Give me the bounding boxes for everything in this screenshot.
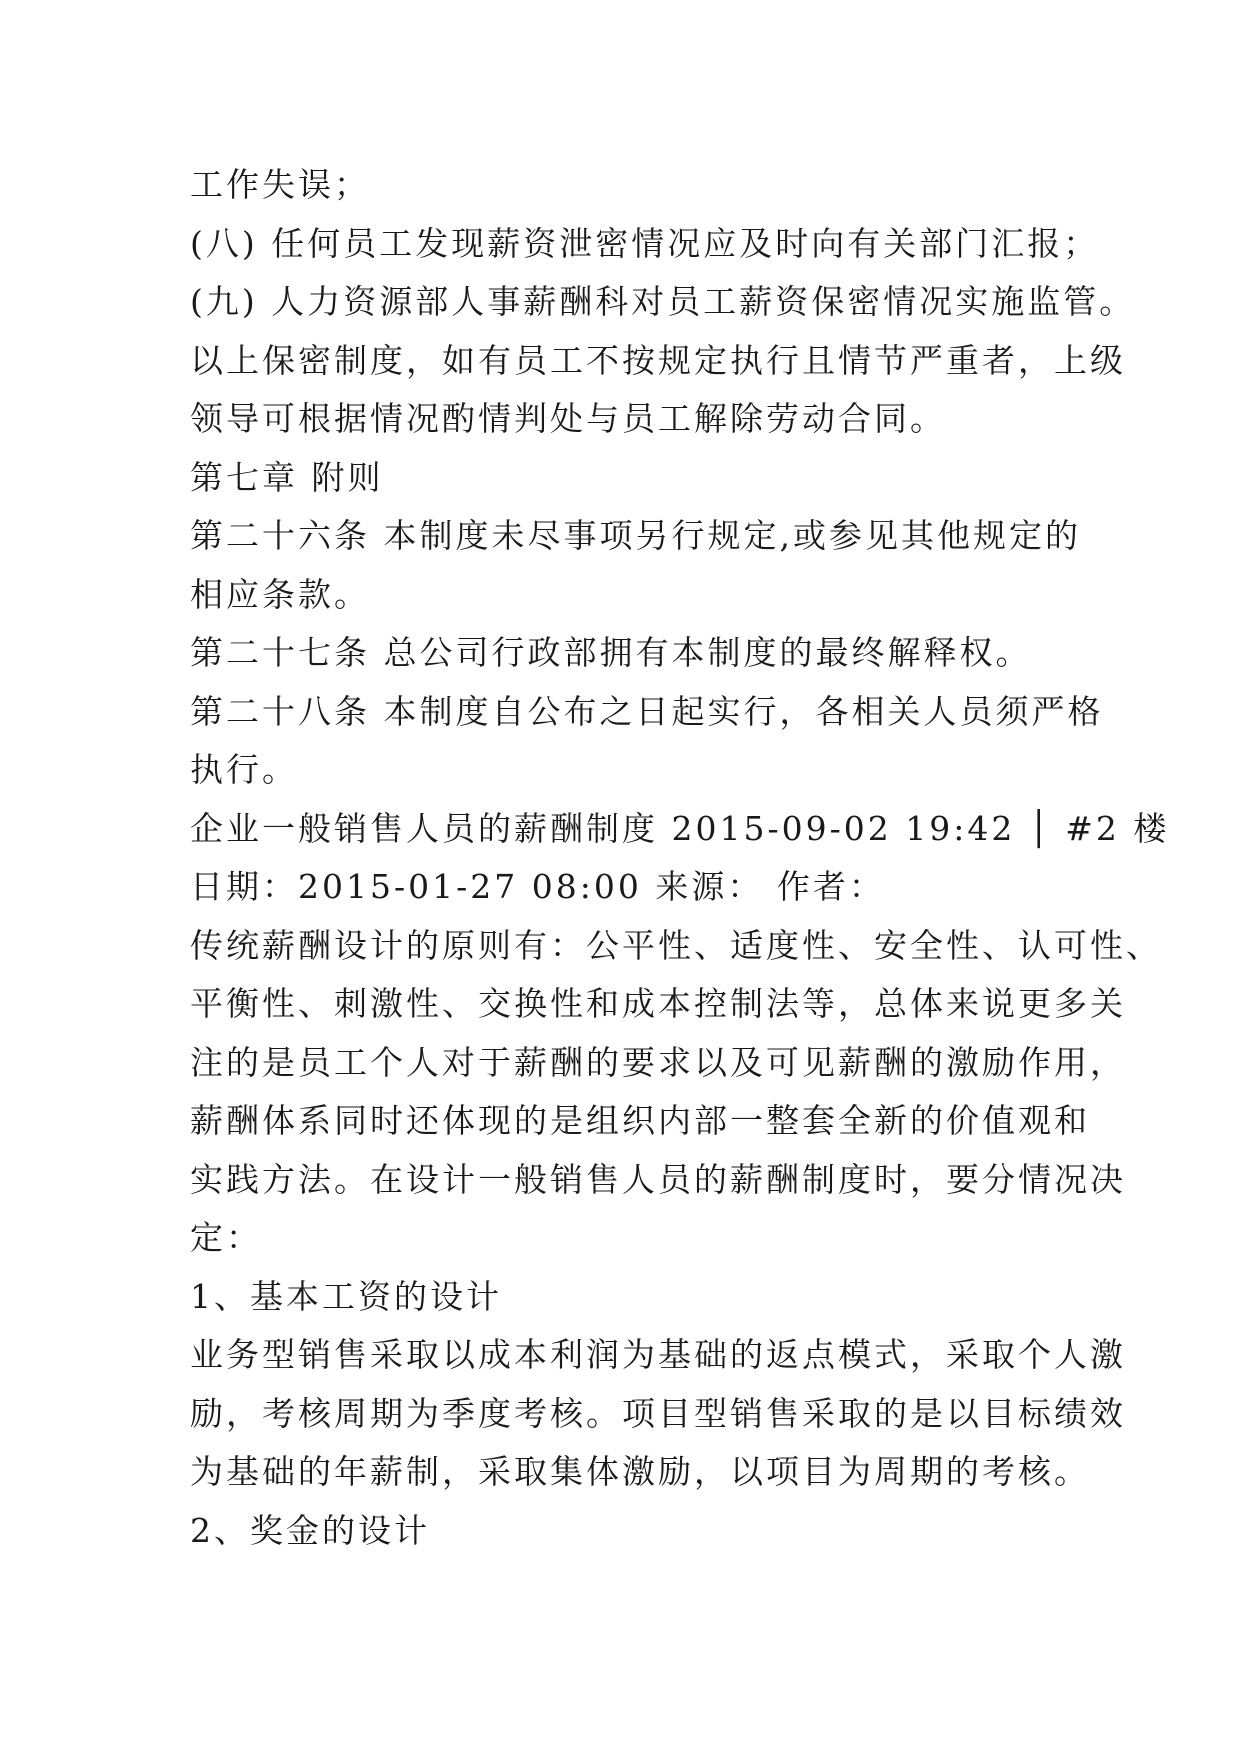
text-line: 相应条款。 <box>190 574 370 614</box>
text-line: 为基础的年薪制，采取集体激励，以项目为周期的考核。 <box>190 1452 1090 1491</box>
text-line: (九) 人力资源部人事薪酬科对员工薪资保密情况实施监管。 <box>190 282 1136 321</box>
text-line: 定： <box>190 1218 262 1257</box>
text-line: 第二十六条 本制度未尽事项另行规定,或参见其他规定的 <box>190 516 1081 555</box>
post-title: 企业一般销售人员的薪酬制度 2015-09-02 19:42 │ #2 楼 <box>190 808 1170 848</box>
chapter-heading: 第七章 附则 <box>190 457 384 497</box>
text-line: 平衡性、刺激性、交换性和成本控制法等，总体来说更多关 <box>190 984 1126 1023</box>
text-line: 工作失误； <box>190 165 370 204</box>
text-line: 注的是员工个人对于薪酬的要求以及可见薪酬的激励作用， <box>190 1042 1126 1082</box>
text-line: 传统薪酬设计的原则有：公平性、适度性、安全性、认可性、 <box>190 925 1162 965</box>
text-line: 第二十八条 本制度自公布之日起实行，各相关人员须严格 <box>190 691 1104 731</box>
section-heading: 1、基本工资的设计 <box>190 1276 502 1316</box>
text-line: 业务型销售采取以成本利润为基础的返点模式，采取个人激 <box>190 1335 1126 1374</box>
text-line: 实践方法。在设计一般销售人员的薪酬制度时，要分情况决 <box>190 1159 1126 1199</box>
text-line: 以上保密制度，如有员工不按规定执行且情节严重者，上级 <box>190 340 1126 380</box>
text-line: 薪酬体系同时还体现的是组织内部一整套全新的价值观和 <box>190 1101 1090 1140</box>
document-body <box>190 156 1170 1560</box>
section-heading: 2、奖金的设计 <box>190 1510 430 1550</box>
text-line: (八) 任何员工发现薪资泄密情况应及时向有关部门汇报； <box>190 223 1100 263</box>
post-meta: 日期：2015-01-27 08:00 来源： 作者： <box>190 867 885 906</box>
text-line: 励，考核周期为季度考核。项目型销售采取的是以目标绩效 <box>190 1393 1126 1433</box>
text-line: 执行。 <box>190 750 298 789</box>
text-line: 第二十七条 总公司行政部拥有本制度的最终解释权。 <box>190 633 1032 672</box>
text-line: 领导可根据情况酌情判处与员工解除劳动合同。 <box>190 399 946 438</box>
